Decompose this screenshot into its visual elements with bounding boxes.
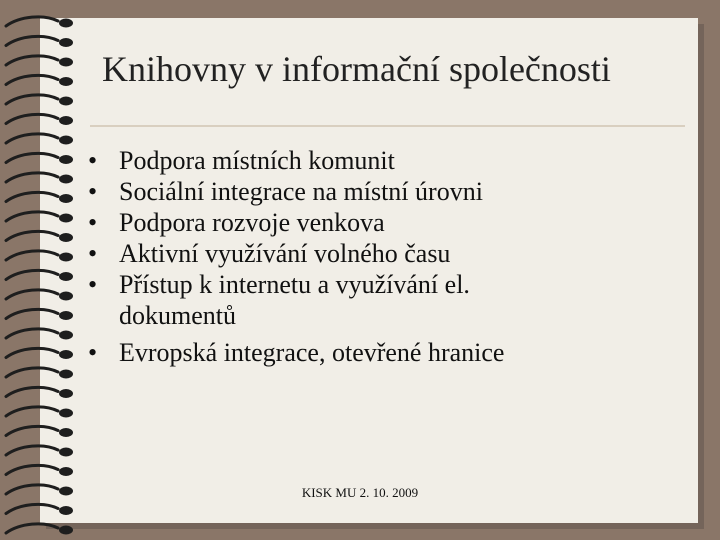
binding-hole <box>59 194 73 203</box>
title-divider <box>90 125 685 127</box>
binding-hole <box>59 311 73 320</box>
binding-ring <box>6 465 58 474</box>
binding-ring <box>6 114 58 123</box>
bullet-dot: • <box>88 177 98 206</box>
slide-footer: KISK MU 2. 10. 2009 <box>301 485 419 500</box>
list-item-text: Přístup k internetu a využívání el. dokumentů <box>119 270 470 330</box>
binding-ring <box>6 153 58 162</box>
binding-hole <box>59 506 73 515</box>
binding-ring <box>6 134 58 143</box>
binding-hole <box>59 253 73 262</box>
list-item <box>88 176 688 207</box>
list-item-text: Podpora rozvoje venkova <box>119 208 385 237</box>
binding-hole <box>59 175 73 184</box>
binding-ring <box>6 231 58 240</box>
list-item-text: Evropská integrace, otevřené hranice <box>119 338 505 367</box>
slide-title: Knihovny v informační společnosti <box>102 49 611 89</box>
binding-ring <box>6 192 58 201</box>
binding-hole <box>59 214 73 223</box>
binding-hole <box>59 428 73 437</box>
binding-hole <box>59 350 73 359</box>
list-item <box>88 269 574 331</box>
binding-hole <box>59 77 73 86</box>
binding-hole <box>59 370 73 379</box>
list-item <box>88 145 688 176</box>
binding-ring <box>6 329 58 338</box>
binding-ring <box>6 270 58 279</box>
list-item-text: Sociální integrace na místní úrovni <box>119 177 483 206</box>
bullet-dot: • <box>88 270 98 299</box>
bullet-dot: • <box>88 239 98 268</box>
binding-ring <box>6 368 58 377</box>
binding-ring <box>6 36 58 45</box>
binding-ring <box>6 446 58 455</box>
binding-ring <box>6 524 58 533</box>
binding-hole <box>59 116 73 125</box>
binding-ring <box>6 504 58 513</box>
binding-hole <box>59 272 73 281</box>
list-item <box>88 207 688 238</box>
binding-hole <box>59 526 73 535</box>
binding-ring <box>6 407 58 416</box>
binding-hole <box>59 233 73 242</box>
binding-ring <box>6 251 58 260</box>
binding-ring <box>6 212 58 221</box>
binding-hole <box>59 38 73 47</box>
binding-ring <box>6 17 58 26</box>
bullet-dot: • <box>88 146 98 175</box>
binding-hole <box>59 292 73 301</box>
binding-hole <box>59 19 73 28</box>
list-item-text: Aktivní využívání volného času <box>119 239 451 268</box>
binding-hole <box>59 331 73 340</box>
binding-ring <box>6 309 58 318</box>
list-item <box>88 337 688 368</box>
binding-hole <box>59 409 73 418</box>
binding-hole <box>59 136 73 145</box>
binding-ring <box>6 348 58 357</box>
binding-ring <box>6 75 58 84</box>
binding-hole <box>59 448 73 457</box>
binding-hole <box>59 155 73 164</box>
list-item <box>88 238 688 269</box>
binding-ring <box>6 173 58 182</box>
binding-hole <box>59 389 73 398</box>
binding-ring <box>6 387 58 396</box>
spiral-binding-icon <box>0 0 80 540</box>
binding-hole <box>59 58 73 67</box>
binding-ring <box>6 290 58 299</box>
binding-hole <box>59 467 73 476</box>
binding-ring <box>6 95 58 104</box>
bullet-dot: • <box>88 338 98 367</box>
binding-ring <box>6 56 58 65</box>
binding-ring <box>6 426 58 435</box>
binding-hole <box>59 97 73 106</box>
bullet-dot: • <box>88 208 98 237</box>
bullet-list <box>88 145 688 368</box>
list-item-text: Podpora místních komunit <box>119 146 395 175</box>
